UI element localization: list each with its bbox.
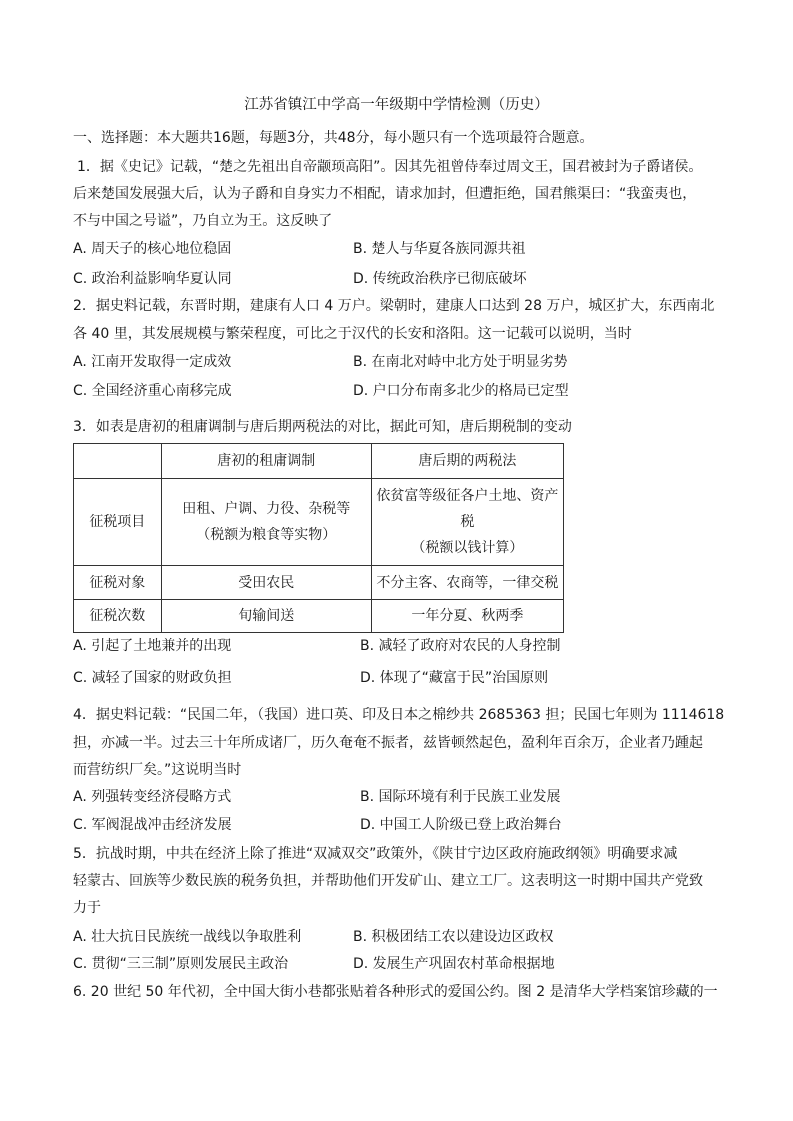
table-row bbox=[74, 566, 564, 600]
cell-line: 依贫富等级征各户土地、资产 bbox=[376, 488, 559, 504]
table-cell: 受田农民 bbox=[161, 566, 371, 600]
q3-option-c: C. 减轻了国家的财政负担 bbox=[73, 670, 232, 686]
q1-option-c: C. 政治利益影响华夏认同 bbox=[73, 271, 232, 287]
q2-option-a: A. 江南开发取得一定成效 bbox=[73, 354, 232, 370]
q4-option-c: C. 军阀混战冲击经济发展 bbox=[73, 817, 232, 833]
cell-line: 税 bbox=[460, 514, 475, 530]
row-label: 征税次数 bbox=[74, 600, 162, 633]
q3-stem-line-1: 3．如表是唐初的租庸调制与唐后期两税法的对比，据此可知，唐后期税制的变动 bbox=[73, 419, 572, 435]
q4-stem-line-2: 担，亦减一半。过去三十年所成诸厂，历久奄奄不振者，兹皆顿然起色，盈利年百余万，企业者乃踵起 bbox=[73, 735, 703, 751]
q5-option-c: C. 贯彻“三三制”原则发展民主政治 bbox=[73, 956, 289, 972]
q1-option-b: B. 楚人与华夏各族同源共祖 bbox=[353, 241, 526, 257]
table-cell bbox=[161, 479, 371, 566]
row-label: 征税对象 bbox=[74, 566, 162, 600]
q1-stem-line-1: 1．据《史记》记载，“楚之先祖出自帝颛顼高阳”。因其先祖曾侍奉过周文王，国君被封为子爵诸侯。 bbox=[77, 159, 703, 175]
q2-option-b: B. 在南北对峙中北方处于明显劣势 bbox=[353, 354, 568, 370]
table-cell: 一年分夏、秋两季 bbox=[371, 600, 563, 633]
q1-stem-line-2: 后来楚国发展强大后，认为子爵和自身实力不相配，请求加封，但遭拒绝，国君熊渠曰：“我蛮夷也， bbox=[73, 186, 697, 202]
q2-option-c: C. 全国经济重心南移完成 bbox=[73, 383, 232, 399]
q5-option-a: A. 壮大抗日民族统一战线以争取胜利 bbox=[73, 929, 302, 945]
q4-option-b: B. 国际环境有利于民族工业发展 bbox=[360, 789, 561, 805]
table-row bbox=[74, 600, 564, 633]
cell-line: （税额为粮食等实物） bbox=[196, 527, 337, 543]
q4-stem-line-3: 而营纺织厂矣。”这说明当时 bbox=[73, 762, 242, 778]
table-header-cell: 唐后期的两税法 bbox=[371, 444, 563, 479]
table-cell bbox=[371, 479, 563, 566]
cell-line: 田租、户调、力役、杂税等 bbox=[182, 501, 351, 517]
q1-option-a: A. 周天子的核心地位稳固 bbox=[73, 241, 232, 257]
table-cell: 旬输间送 bbox=[161, 600, 371, 633]
cell-line: （税额以钱计算） bbox=[411, 540, 524, 556]
page-title: 江苏省镇江中学高一年级期中学情检测（历史） bbox=[244, 97, 549, 113]
q6-stem-line-1: 6. 20 世纪 50 年代初，全中国大街小巷都张贴着各种形式的爱国公约。图 2 是清华大学档案馆珍藏的一 bbox=[73, 984, 718, 1000]
q2-option-d: D. 户口分布南多北少的格局已定型 bbox=[353, 383, 569, 399]
q4-option-a: A. 列强转变经济侵略方式 bbox=[73, 789, 232, 805]
q3-option-a: A. 引起了土地兼并的出现 bbox=[73, 638, 232, 654]
table-header-row bbox=[74, 444, 564, 479]
q1-option-d: D. 传统政治秩序已彻底破坏 bbox=[353, 271, 527, 287]
q4-option-d: D. 中国工人阶级已登上政治舞台 bbox=[360, 817, 562, 833]
q5-option-b: B. 积极团结工农以建设边区政权 bbox=[353, 929, 554, 945]
q2-stem-line-2: 各 40 里，其发展规模与繁荣程度，可比之于汉代的长安和洛阳。这一记载可以说明，当时 bbox=[73, 326, 632, 342]
tax-comparison-table bbox=[73, 443, 564, 633]
q5-stem-line-2: 轻蒙古、回族等少数民族的税务负担，并帮助他们开发矿山、建立工厂。这表明这一时期中国共产党致 bbox=[73, 873, 703, 889]
table-cell: 不分主客、农商等，一律交税 bbox=[371, 566, 563, 600]
table-header-cell bbox=[74, 444, 162, 479]
q3-option-d: D. 体现了“藏富于民”治国原则 bbox=[360, 670, 549, 686]
q2-stem-line-1: 2．据史料记载，东晋时期，建康有人口 4 万户。梁朝时，建康人口达到 28 万户，城区扩大，东西南北 bbox=[73, 298, 715, 314]
section-heading: 一、选择题：本大题共16题，每题3分，共48分，每小题只有一个选项最符合题意。 bbox=[73, 130, 594, 146]
q5-stem-line-3: 力于 bbox=[73, 900, 101, 916]
q3-option-b: B. 减轻了政府对农民的人身控制 bbox=[360, 638, 561, 654]
table-row bbox=[74, 479, 564, 566]
q5-option-d: D. 发展生产巩固农村革命根据地 bbox=[353, 956, 555, 972]
row-label: 征税项目 bbox=[74, 479, 162, 566]
q5-stem-line-1: 5．抗战时期，中共在经济上除了推进“双减双交”政策外，《陕甘宁边区政府施政纲领》明确要求减 bbox=[73, 846, 678, 862]
table-header-cell: 唐初的租庸调制 bbox=[161, 444, 371, 479]
q4-stem-line-1: 4．据史料记载：“民国二年，（我国）进口英、印及日本之棉纱共 2685363 担；民国七年则为 1114618 bbox=[73, 707, 725, 723]
q1-stem-line-3: 不与中国之号谥”，乃自立为王。这反映了 bbox=[73, 213, 333, 229]
